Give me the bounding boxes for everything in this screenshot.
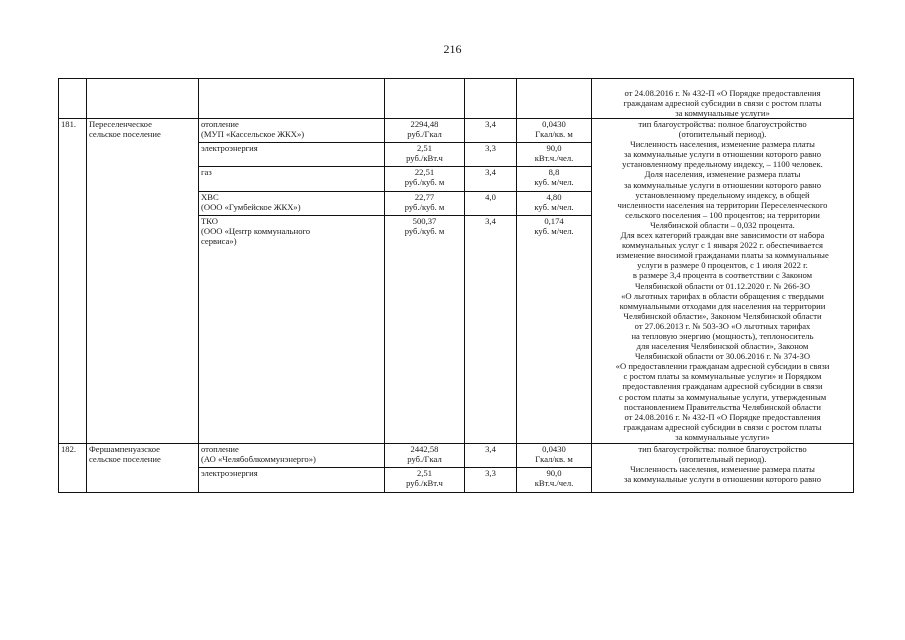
note-line: Доля населения, изменение размера платы (644, 169, 801, 180)
note-line: сельского поселения – 100 процентов; на территории (625, 209, 820, 220)
settlement-name: Переселенческое (89, 119, 152, 129)
cell-tariff (385, 215, 465, 443)
note-line: гражданам адресной субсидии в связи с ростом платы (623, 421, 822, 432)
cell-tariff (385, 468, 465, 492)
service-name: ТКО (201, 215, 218, 226)
cell-num (59, 79, 87, 119)
cell-note (592, 79, 854, 119)
note-line: Численность населения, изменение размера платы (630, 464, 815, 475)
tariff-value: 2,51 (416, 468, 433, 479)
cell-norm (517, 79, 592, 119)
cell-settlement (87, 119, 199, 444)
norm-value: 0,0430 (542, 119, 566, 129)
cell-service (199, 444, 385, 468)
settlement-name: сельское поселение (89, 454, 161, 465)
tariff-value: руб./куб. м (404, 225, 445, 236)
cell-note (592, 119, 854, 444)
service-name: сервиса») (201, 235, 237, 246)
cell-service (199, 143, 385, 167)
note-line: Челябинской области от 30.06.2016 г. № 374-ЗО (634, 351, 811, 362)
cell-service (199, 215, 385, 443)
note-line: в размере 3,4 процента в соответствии с Законом (632, 270, 813, 281)
cell-tariff (385, 79, 465, 119)
norm-value: куб. м/чел. (534, 225, 574, 236)
tariff-value: руб./Гкал (407, 129, 442, 140)
tariff-value: 2442,58 (410, 444, 439, 455)
service-name: (ООО «Гумбейское ЖКХ») (201, 201, 301, 212)
service-row (59, 444, 854, 468)
index-value: 3,4 (485, 167, 496, 178)
index-value: 3,4 (485, 444, 496, 455)
note-line: Челябинской области от 01.12.2020 г. № 266-ЗО (634, 280, 811, 291)
note-line: «О предоставлении гражданам адресной субсидии в связи (615, 361, 830, 372)
cell-service (199, 468, 385, 492)
note-line: Для всех категорий граждан вне зависимости от набора (620, 230, 825, 241)
norm-value: 8,8 (548, 167, 560, 178)
cell-service (199, 119, 385, 143)
cell-tariff (385, 143, 465, 167)
note-line: за коммунальные услуги в отношении которого равно (623, 179, 822, 190)
cell-index (465, 191, 517, 215)
note-line: гражданам адресной субсидии в связи с ростом платы (623, 97, 822, 108)
tariff-value: руб./кВт.ч (406, 153, 443, 164)
index-value: 3,4 (485, 215, 496, 226)
note-line: с ростом платы за коммунальные услуги, утвержденным (618, 391, 827, 402)
cell-index (465, 119, 517, 143)
norm-value: Гкал/кв. м (535, 129, 573, 140)
row-number: 181. (61, 119, 77, 129)
cell-norm (517, 215, 592, 443)
service-name: ХВС (201, 191, 219, 202)
norm-value: куб. м/чел. (534, 177, 574, 188)
note-line: Челябинской области – 0,032 процента. (650, 219, 795, 230)
note-line: установленному предельному индексу, в общей (635, 189, 810, 200)
norm-value: 90,0 (546, 143, 562, 154)
note-line: изменение вносимой гражданами платы за коммунальные (616, 250, 829, 261)
service-row (59, 119, 854, 143)
note-line: Челябинской области», Законом Челябинской области (623, 310, 822, 321)
settlement-name: сельское поселение (89, 129, 161, 140)
cell-num (59, 119, 87, 444)
tariff-value: 500,37 (412, 215, 437, 226)
cell-note (592, 444, 854, 492)
cell-tariff (385, 119, 465, 143)
norm-value: 0,0430 (542, 444, 566, 455)
cell-index (465, 143, 517, 167)
cell-norm (517, 444, 592, 468)
cell-index (465, 215, 517, 443)
tariff-value: 22,51 (414, 167, 435, 178)
index-value: 3,3 (485, 143, 496, 154)
tariff-table (58, 78, 854, 493)
note-line: от 24.08.2016 г. № 432-П «О Порядке предоставления (624, 87, 821, 98)
cell-norm (517, 191, 592, 215)
tariff-value: 2294,48 (410, 119, 439, 129)
note-line: за коммунальные услуги в отношении которого равно (623, 149, 822, 160)
note-line: за коммунальные услуги» (675, 431, 770, 442)
tariff-value: 22,77 (414, 191, 435, 202)
cell-tariff (385, 167, 465, 191)
cell-norm (517, 143, 592, 167)
cell-index (465, 79, 517, 119)
tariff-value: руб./куб. м (404, 177, 445, 188)
service-name: отопление (201, 119, 239, 129)
note-line: (отопительный период). (678, 454, 767, 465)
note-line: для населения Челябинской области», Законом (636, 341, 809, 352)
service-name: электроэнергия (201, 468, 258, 479)
cell-norm (517, 468, 592, 492)
note-line: Численность населения, изменение размера платы (630, 139, 815, 150)
note-line: тип благоустройства: полное благоустройство (638, 444, 807, 455)
service-name: (МУП «Кассельское ЖКХ») (201, 129, 305, 140)
norm-value: кВт.ч./чел. (534, 153, 574, 164)
cell-num (59, 444, 87, 492)
service-name: (ООО «Центр коммунального (201, 225, 311, 236)
norm-value: 4,80 (546, 191, 562, 202)
cell-index (465, 167, 517, 191)
continuation-row (59, 79, 854, 119)
note-line: за коммунальные услуги в отношении которого равно (623, 474, 822, 485)
tariff-value: руб./Гкал (407, 454, 442, 465)
tariff-value: руб./куб. м (404, 201, 445, 212)
norm-value: куб. м/чел. (534, 201, 574, 212)
norm-value: Гкал/кв. м (535, 454, 573, 465)
page-number: 216 (443, 42, 462, 56)
cell-tariff (385, 191, 465, 215)
cell-index (465, 444, 517, 468)
note-line: численности населения на территории Переселенческого (617, 199, 828, 210)
note-line: от 24.08.2016 г. № 432-П «О Порядке предоставления (624, 411, 821, 422)
cell-norm (517, 119, 592, 143)
note-line: коммунальных услуг с 1 января 2022 г. обеспечивается (622, 240, 823, 251)
cell-service (199, 79, 385, 119)
note-line: установленному предельному индексу, – 1100 человек. (622, 159, 823, 170)
index-value: 3,4 (485, 119, 496, 129)
note-line: (отопительный период). (678, 129, 767, 140)
index-value: 3,3 (485, 468, 496, 479)
note-line: услуги в размере 0 процентов, с 1 июля 2022 г. (637, 260, 808, 271)
note-line: тип благоустройства: полное благоустройство (638, 119, 807, 129)
service-name: отопление (201, 444, 239, 455)
norm-value: 0,174 (544, 215, 564, 226)
note-line: коммунальными отходами для населения на территории (619, 300, 826, 311)
note-line: предоставления гражданам адресной субсидии в связи (622, 381, 823, 392)
cell-service (199, 167, 385, 191)
note-line: на тепловую энергию (мощность), теплоноситель (631, 330, 814, 341)
cell-tariff (385, 444, 465, 468)
note-line: за коммунальные услуги» (675, 107, 770, 118)
norm-value: 90,0 (546, 468, 562, 479)
settlement-name: Фершампенуазское (89, 444, 160, 455)
cell-index (465, 468, 517, 492)
cell-settlement (87, 79, 199, 119)
note-line: с ростом платы за коммунальные услуги» и Порядком (623, 371, 822, 382)
norm-value: кВт.ч./чел. (534, 478, 574, 489)
tariff-value: 2,51 (416, 143, 433, 154)
cell-settlement (87, 444, 199, 492)
service-name: газ (201, 167, 212, 178)
note-line: от 27.06.2013 г. № 503-ЗО «О льготных тарифах (634, 320, 811, 331)
tariff-value: руб./кВт.ч (406, 478, 443, 489)
note-line: «О льготных тарифах в области обращения с твердыми (621, 290, 824, 301)
index-value: 4,0 (485, 191, 496, 202)
cell-norm (517, 167, 592, 191)
service-name: электроэнергия (201, 143, 258, 154)
cell-service (199, 191, 385, 215)
service-name: (АО «Челябоблкоммунэнерго») (201, 454, 316, 465)
row-number: 182. (61, 444, 77, 455)
note-line: постановлением Правительства Челябинской области (624, 401, 821, 412)
